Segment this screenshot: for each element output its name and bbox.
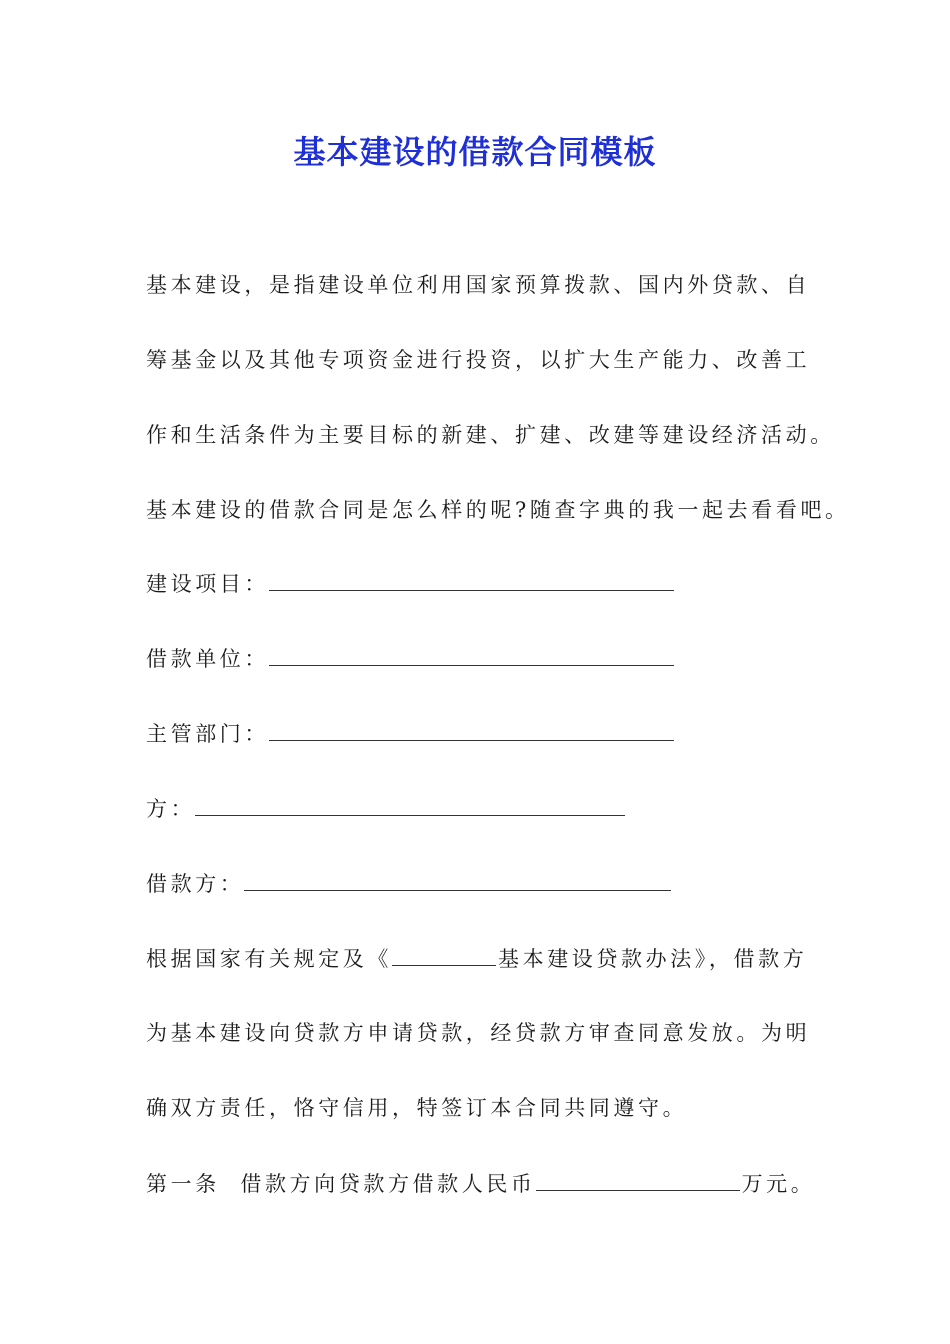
article-1 [146,1168,815,1199]
department-field [146,718,676,749]
party-label: 方： [146,797,196,821]
intro-line-2: 筹基金以及其他专项资金进行投资，以扩大生产能力、改善工 [146,348,811,372]
basis-line-1-suffix: 基本建设贷款办法》，借款方 [498,947,808,971]
intro-line-4: 基本建设的借款合同是怎么样的呢?随查字典的我一起去看看吧。 [146,498,850,522]
basis-line-1 [146,943,807,974]
amount-blank[interactable] [536,1168,740,1191]
borrower-unit-blank[interactable] [269,643,674,666]
department-label: 主管部门： [146,722,269,746]
project-label: 建设项目： [146,572,269,596]
basis-line-2: 为基本建设向贷款方申请贷款，经贷款方审查同意发放。为明 [146,1021,811,1045]
document-title: 基本建设的借款合同模板 [293,133,657,171]
party-field [146,793,627,824]
project-field [146,568,676,599]
party-blank[interactable] [195,793,625,816]
basis-line-3: 确双方责任，恪守信用，特签订本合同共同遵守。 [146,1096,688,1120]
article-1-prefix: 第一条 借款方向贷款方借款人民币 [146,1172,536,1196]
borrower-unit-field [146,643,676,674]
article-1-suffix: 万元。 [741,1172,816,1196]
intro-line-1: 基本建设，是指建设单位利用国家预算拨款、国内外贷款、自 [146,273,811,297]
project-blank[interactable] [269,568,674,591]
borrower-label: 借款方： [146,872,245,896]
borrower-field [146,868,673,899]
borrower-unit-label: 借款单位： [146,647,269,671]
regulation-blank[interactable] [392,943,496,966]
borrower-blank[interactable] [244,868,671,891]
intro-line-3: 作和生活条件为主要目标的新建、扩建、改建等建设经济活动。 [146,423,835,447]
basis-line-1-prefix: 根据国家有关规定及《 [146,947,392,971]
department-blank[interactable] [269,718,674,741]
